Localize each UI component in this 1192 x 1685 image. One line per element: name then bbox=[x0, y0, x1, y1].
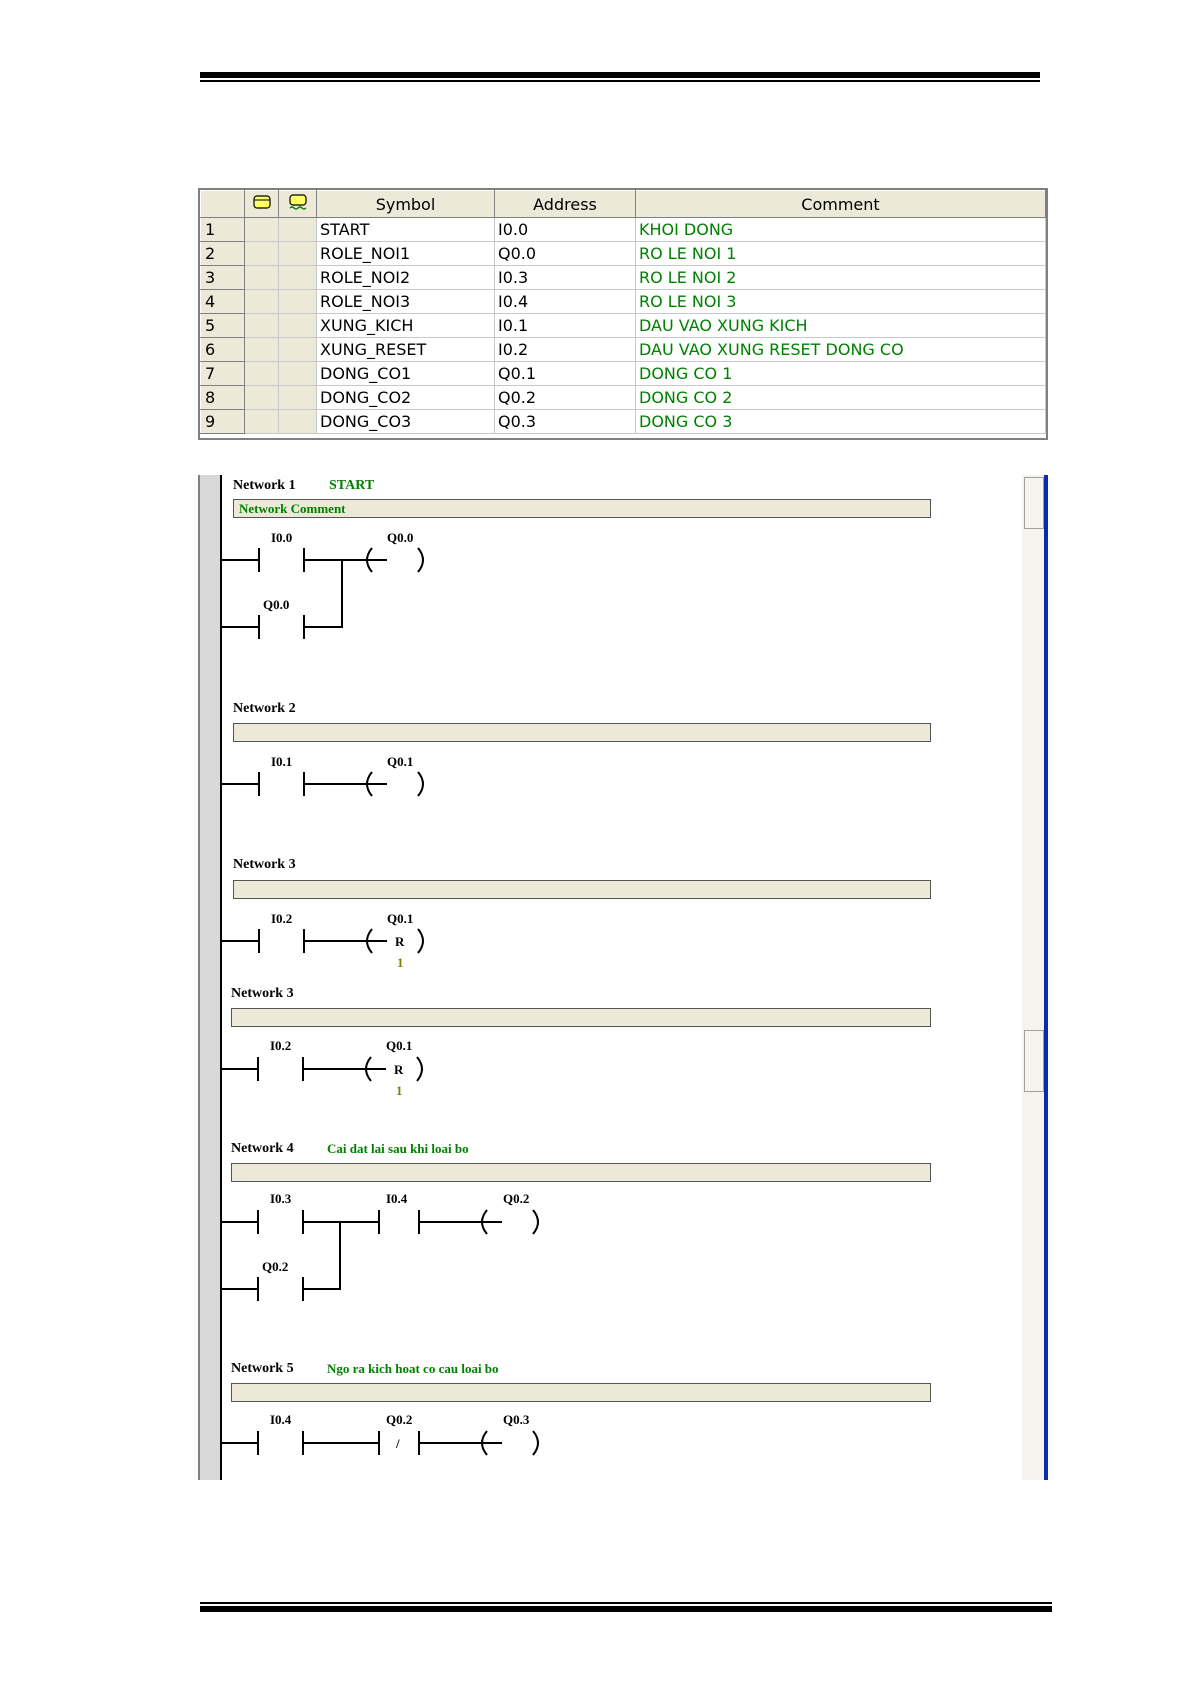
scrollbar-thumb[interactable] bbox=[1024, 1030, 1044, 1092]
row-comment-flag-cell[interactable] bbox=[279, 218, 317, 242]
network-2-title[interactable]: Network 2 bbox=[233, 701, 296, 716]
comment-column-header[interactable]: Comment bbox=[636, 191, 1046, 218]
row-flag-cell[interactable] bbox=[245, 362, 279, 386]
row-number[interactable]: 4 bbox=[201, 290, 245, 314]
network-2-coil-label[interactable]: Q0.1 bbox=[387, 754, 414, 769]
symbol-table bbox=[198, 188, 1048, 440]
address-cell[interactable]: I0.1 bbox=[495, 314, 636, 338]
row-comment-flag-cell[interactable] bbox=[279, 290, 317, 314]
comment-cell[interactable]: DONG CO 1 bbox=[636, 362, 1046, 386]
network-1-comment: START bbox=[329, 478, 375, 493]
table-row[interactable] bbox=[201, 218, 1046, 242]
network-5-nc-contact-label[interactable]: Q0.2 bbox=[386, 1412, 413, 1427]
table-row[interactable] bbox=[201, 266, 1046, 290]
row-flag-cell[interactable] bbox=[245, 314, 279, 338]
comment-cell[interactable]: KHOI DONG bbox=[636, 218, 1046, 242]
row-number[interactable]: 5 bbox=[201, 314, 245, 338]
row-number[interactable]: 9 bbox=[201, 410, 245, 434]
address-cell[interactable]: I0.0 bbox=[495, 218, 636, 242]
network-3-reset-count[interactable]: 1 bbox=[396, 1083, 403, 1098]
network-3-contact-label[interactable]: I0.2 bbox=[271, 911, 293, 926]
network-1-parallel-contact-label[interactable]: Q0.0 bbox=[263, 597, 290, 612]
network-5-nc-mark: / bbox=[396, 1436, 400, 1451]
comment-cell[interactable]: DAU VAO XUNG RESET DONG CO bbox=[636, 338, 1046, 362]
network-3-reset-coil-type: R bbox=[394, 1062, 404, 1077]
row-flag-cell[interactable] bbox=[245, 242, 279, 266]
network-3-contact-label[interactable]: I0.2 bbox=[270, 1038, 292, 1053]
row-flag-cell[interactable] bbox=[245, 218, 279, 242]
table-row[interactable] bbox=[201, 242, 1046, 266]
vertical-scrollbar[interactable] bbox=[1022, 475, 1048, 978]
row-number[interactable]: 8 bbox=[201, 386, 245, 410]
row-number[interactable]: 1 bbox=[201, 218, 245, 242]
network-3-title[interactable]: Network 3 bbox=[231, 986, 294, 1001]
symbol-cell[interactable]: DONG_CO2 bbox=[317, 386, 495, 410]
comment-cell[interactable]: RO LE NOI 3 bbox=[636, 290, 1046, 314]
ladder-editor-panel-2 bbox=[198, 978, 1048, 1480]
address-column-header[interactable]: Address bbox=[495, 191, 636, 218]
row-comment-flag-cell[interactable] bbox=[279, 266, 317, 290]
scrollbar-thumb[interactable] bbox=[1024, 477, 1044, 529]
table-row[interactable] bbox=[201, 314, 1046, 338]
table-row[interactable] bbox=[201, 290, 1046, 314]
network-1-comment-box[interactable]: Network Comment bbox=[233, 499, 931, 518]
network-1-coil-label[interactable]: Q0.0 bbox=[387, 530, 414, 545]
top-rule bbox=[200, 72, 1040, 82]
address-cell[interactable]: Q0.1 bbox=[495, 362, 636, 386]
network-5-comment: Ngo ra kich hoat co cau loai bo bbox=[327, 1361, 499, 1376]
comment-cell[interactable]: RO LE NOI 1 bbox=[636, 242, 1046, 266]
network-2-contact-label[interactable]: I0.1 bbox=[271, 754, 293, 769]
row-number[interactable]: 2 bbox=[201, 242, 245, 266]
symbol-cell[interactable]: ROLE_NOI2 bbox=[317, 266, 495, 290]
row-comment-flag-cell[interactable] bbox=[279, 386, 317, 410]
row-comment-flag-cell[interactable] bbox=[279, 362, 317, 386]
row-number[interactable]: 6 bbox=[201, 338, 245, 362]
left-rail-margin bbox=[198, 475, 222, 978]
symbol-cell[interactable]: DONG_CO1 bbox=[317, 362, 495, 386]
row-number[interactable]: 7 bbox=[201, 362, 245, 386]
network-3-reset-coil-type: R bbox=[395, 934, 405, 949]
table-row[interactable] bbox=[201, 410, 1046, 434]
table-row[interactable] bbox=[201, 338, 1046, 362]
symbol-cell[interactable]: START bbox=[317, 218, 495, 242]
network-3-title[interactable]: Network 3 bbox=[233, 857, 296, 872]
row-comment-flag-cell[interactable] bbox=[279, 410, 317, 434]
ladder-editor-panel-1 bbox=[198, 475, 1048, 978]
symbol-column-header[interactable]: Symbol bbox=[317, 191, 495, 218]
symbol-cell[interactable]: ROLE_NOI3 bbox=[317, 290, 495, 314]
network-4-series-contact-label[interactable]: I0.4 bbox=[386, 1191, 408, 1206]
network-3-coil-label[interactable]: Q0.1 bbox=[387, 911, 414, 926]
row-flag-cell[interactable] bbox=[245, 386, 279, 410]
address-cell[interactable]: Q0.0 bbox=[495, 242, 636, 266]
network-5-coil-label[interactable]: Q0.3 bbox=[503, 1412, 530, 1427]
comment-cell[interactable]: DONG CO 3 bbox=[636, 410, 1046, 434]
row-comment-flag-cell[interactable] bbox=[279, 242, 317, 266]
network-1-title[interactable]: Network 1 bbox=[233, 478, 296, 493]
network-4-contact-label[interactable]: I0.3 bbox=[270, 1191, 292, 1206]
symbol-cell[interactable]: DONG_CO3 bbox=[317, 410, 495, 434]
comment-cell[interactable]: DAU VAO XUNG KICH bbox=[636, 314, 1046, 338]
network-1-contact-label[interactable]: I0.0 bbox=[271, 530, 293, 545]
address-cell[interactable]: I0.3 bbox=[495, 266, 636, 290]
corner-cell[interactable] bbox=[201, 191, 245, 218]
symbol-cell[interactable]: XUNG_KICH bbox=[317, 314, 495, 338]
address-cell[interactable]: I0.2 bbox=[495, 338, 636, 362]
symbol-cell[interactable]: ROLE_NOI1 bbox=[317, 242, 495, 266]
network-4-title[interactable]: Network 4 bbox=[231, 1141, 294, 1156]
symbol-cell[interactable]: XUNG_RESET bbox=[317, 338, 495, 362]
network-5-title[interactable]: Network 5 bbox=[231, 1361, 294, 1376]
row-flag-cell[interactable] bbox=[245, 338, 279, 362]
network-4-comment: Cai dat lai sau khi loai bo bbox=[327, 1141, 469, 1156]
table-row[interactable] bbox=[201, 362, 1046, 386]
comment-icon[interactable] bbox=[279, 191, 317, 218]
bottom-rule bbox=[200, 1602, 1052, 1612]
network-4-coil-label[interactable]: Q0.2 bbox=[503, 1191, 530, 1206]
address-cell[interactable]: Q0.3 bbox=[495, 410, 636, 434]
row-comment-flag-cell[interactable] bbox=[279, 338, 317, 362]
comment-cell[interactable]: RO LE NOI 2 bbox=[636, 266, 1046, 290]
symbol-table-header bbox=[201, 191, 1046, 218]
left-rail-margin bbox=[198, 978, 222, 1480]
row-flag-cell[interactable] bbox=[245, 410, 279, 434]
address-cell[interactable]: I0.4 bbox=[495, 290, 636, 314]
network-3-reset-count[interactable]: 1 bbox=[397, 955, 404, 970]
network-4-parallel-contact-label[interactable]: Q0.2 bbox=[262, 1259, 289, 1274]
address-cell[interactable]: Q0.2 bbox=[495, 386, 636, 410]
network-3-coil-label[interactable]: Q0.1 bbox=[386, 1038, 413, 1053]
ladder-diagram-2 bbox=[222, 978, 1022, 1480]
ladder-diagram-1 bbox=[222, 475, 1022, 978]
network-5-contact-label[interactable]: I0.4 bbox=[270, 1412, 292, 1427]
row-flag-cell[interactable] bbox=[245, 290, 279, 314]
row-flag-cell[interactable] bbox=[245, 266, 279, 290]
row-number[interactable]: 3 bbox=[201, 266, 245, 290]
row-comment-flag-cell[interactable] bbox=[279, 314, 317, 338]
vertical-scrollbar[interactable] bbox=[1022, 978, 1048, 1480]
table-row[interactable] bbox=[201, 386, 1046, 410]
table-icon[interactable] bbox=[245, 191, 279, 218]
comment-cell[interactable]: DONG CO 2 bbox=[636, 386, 1046, 410]
